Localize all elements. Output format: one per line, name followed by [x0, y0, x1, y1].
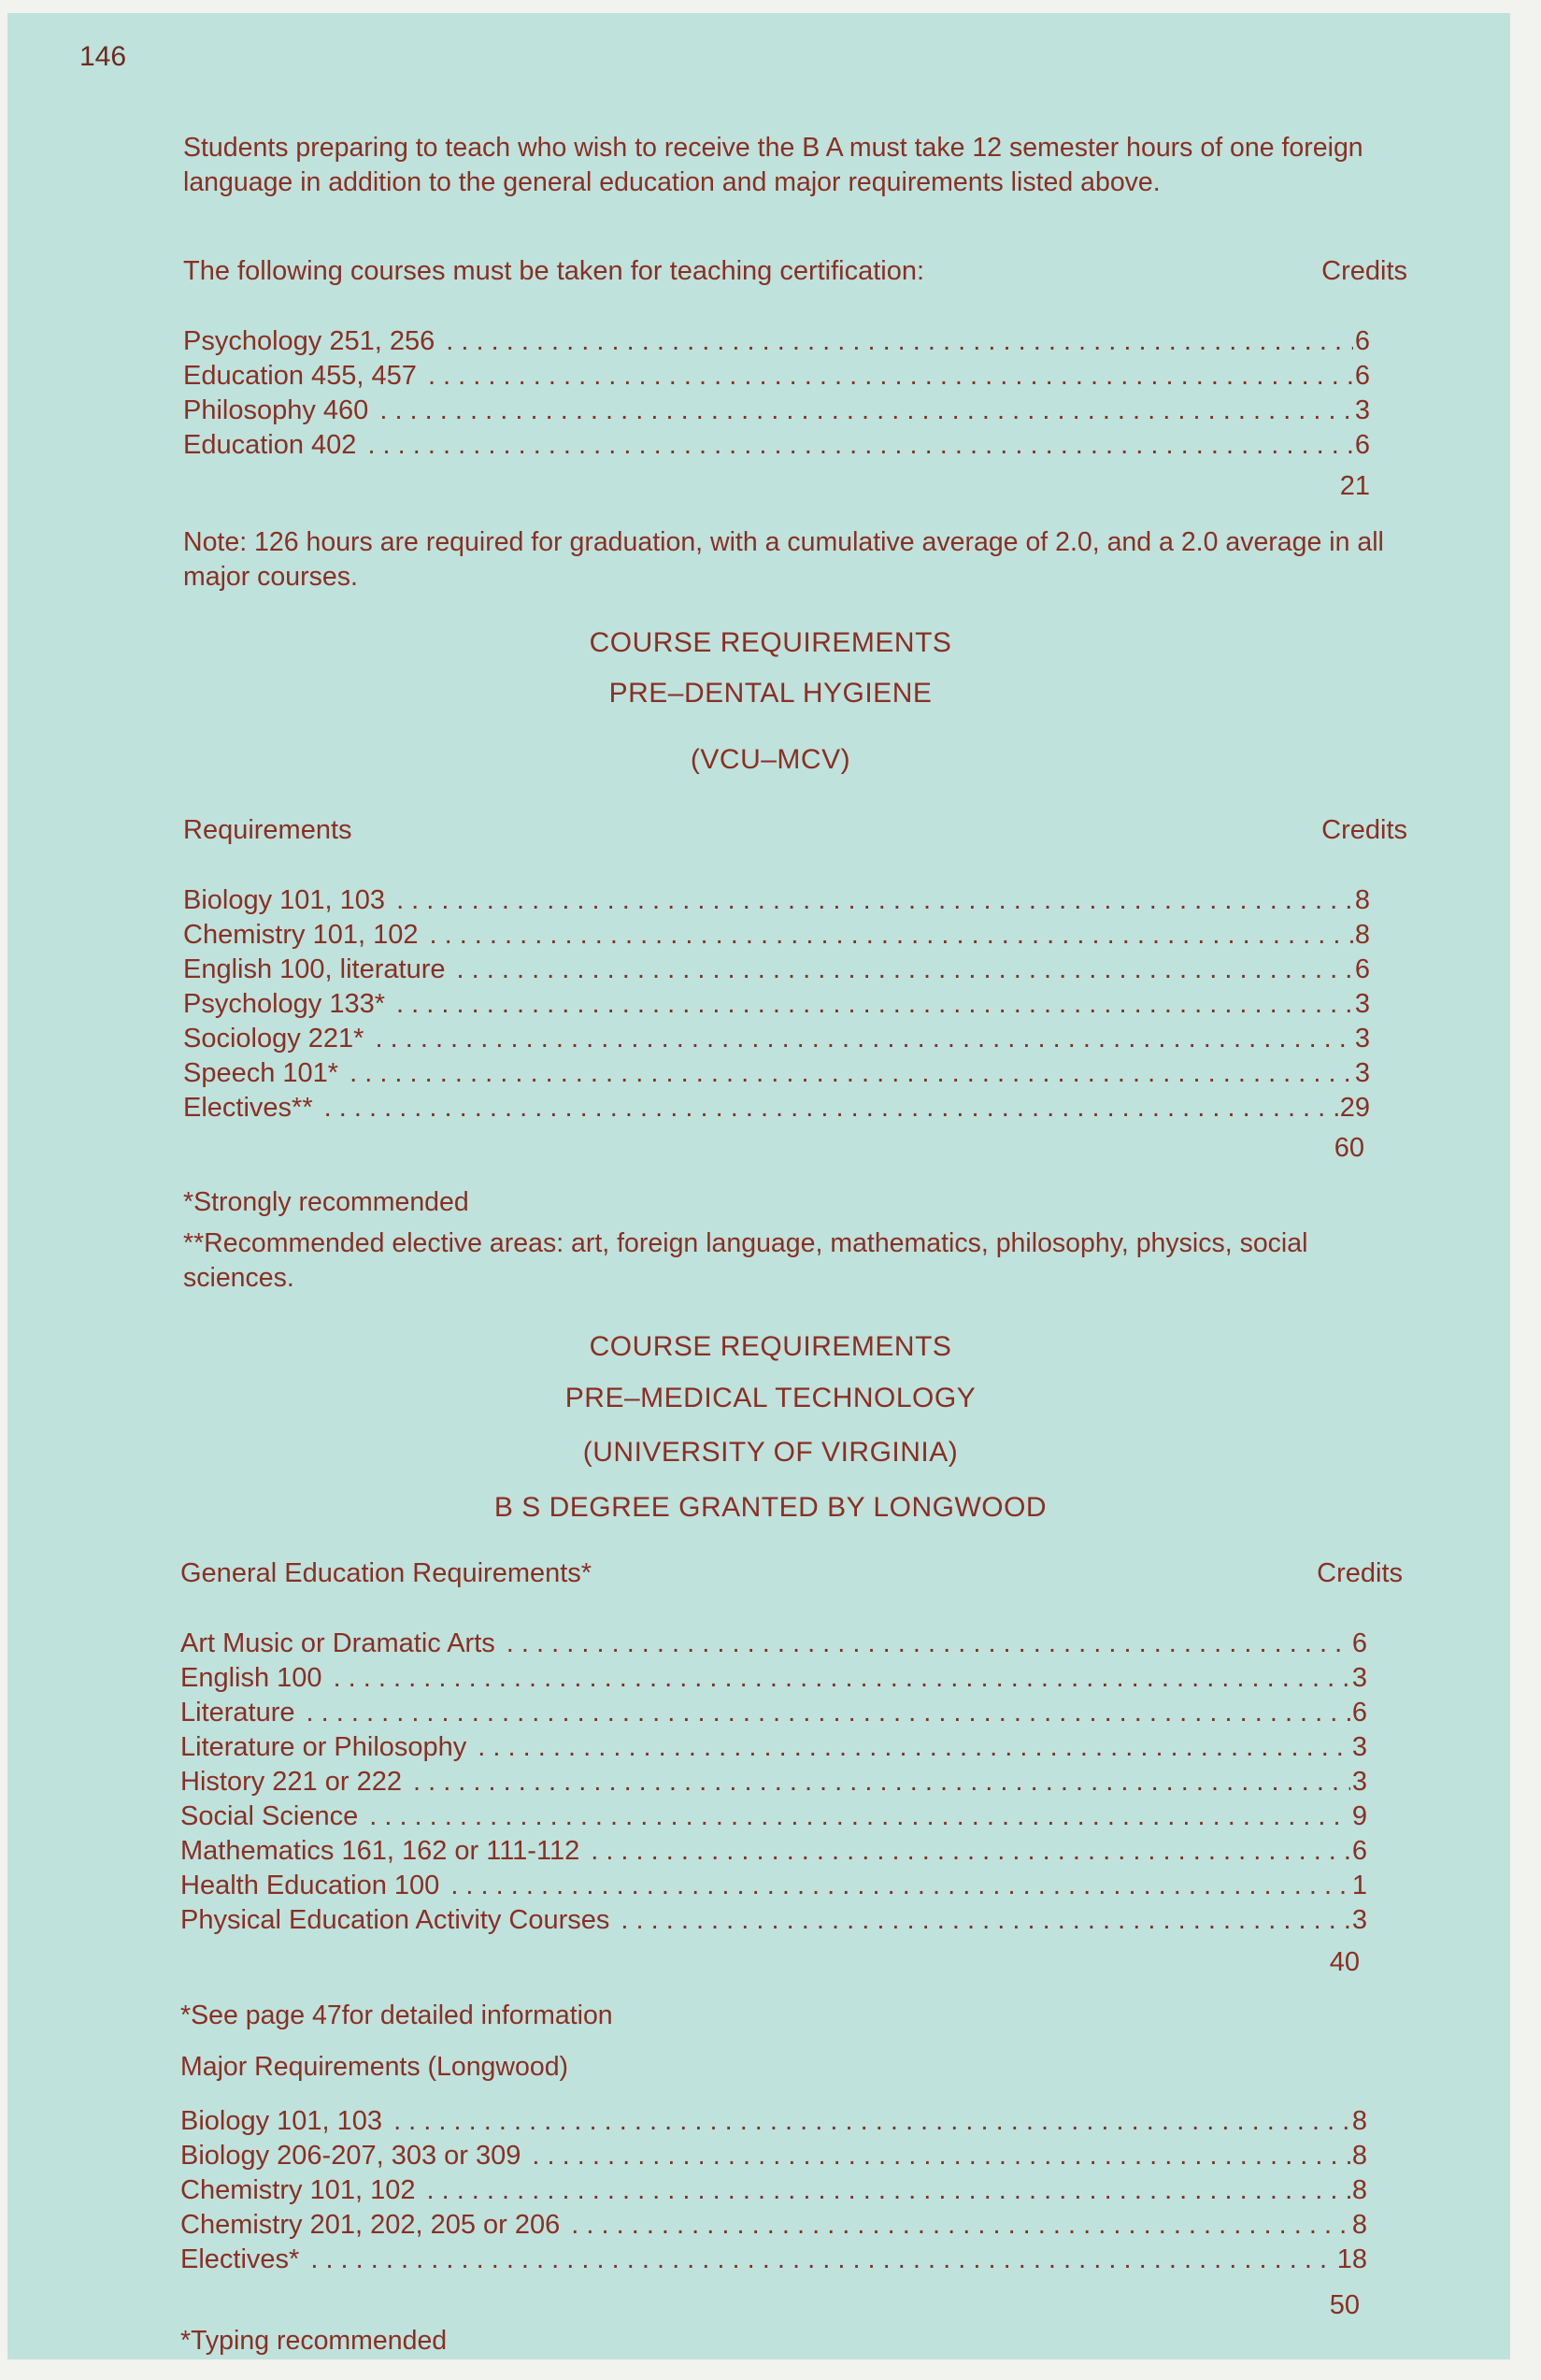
medtech-gen-footnote: *See page 47for detailed information [180, 2000, 613, 2030]
medtech-major-total: 50 [1329, 2290, 1360, 2320]
course-credits: 29 [1339, 1093, 1370, 1123]
course-row [183, 918, 1370, 953]
dot-leader [621, 1903, 1349, 1938]
dot-leader [334, 1661, 1350, 1696]
course-row [183, 1022, 1370, 1056]
dental-footnote-2: **Recommended elective areas: art, foreign language, mathematics, philosophy, physics, social sciences. [183, 1228, 1308, 1293]
course-name: Psychology 251, 256 [183, 326, 435, 356]
course-credits: 3 [1354, 1024, 1370, 1054]
course-row [180, 1903, 1367, 1938]
course-row [180, 2139, 1367, 2173]
course-name: Electives* [180, 2244, 300, 2274]
course-name: Social Science [180, 1801, 359, 1831]
dot-leader [571, 2208, 1350, 2243]
course-row [180, 1696, 1367, 1730]
course-name: Psychology 133* [183, 989, 386, 1019]
dental-title-2: PRE–DENTAL HYGIENE [608, 678, 933, 709]
course-name: Chemistry 101, 102 [180, 2175, 416, 2205]
course-credits: 6 [1354, 954, 1370, 984]
dental-header [183, 815, 1407, 853]
course-row [183, 1056, 1370, 1091]
dot-leader [307, 1696, 1350, 1730]
graduation-note: Note: 126 hours are required for graduation, with a cumulative average of 2.0, and a 2.0 average in all major courses. [183, 527, 1384, 592]
course-name: Sociology 221* [183, 1024, 364, 1054]
course-row [183, 359, 1370, 394]
course-credits: 8 [1351, 2106, 1367, 2136]
dot-leader [478, 1730, 1350, 1765]
course-credits: 6 [1354, 430, 1370, 460]
course-name: Education 455, 457 [183, 361, 417, 391]
dot-leader [393, 2104, 1350, 2139]
course-row [180, 1765, 1367, 1799]
dot-leader [426, 2173, 1349, 2208]
course-credits: 3 [1351, 1732, 1367, 1762]
course-row [183, 953, 1370, 987]
dot-leader [369, 1799, 1350, 1834]
dot-leader [591, 1834, 1350, 1869]
course-credits: 8 [1354, 885, 1370, 915]
dot-leader [532, 2139, 1349, 2173]
course-credits: 6 [1354, 361, 1370, 391]
course-row [180, 2243, 1367, 2277]
course-name: History 221 or 222 [180, 1767, 402, 1797]
course-name: Biology 101, 103 [183, 885, 386, 915]
course-credits: 3 [1351, 1905, 1367, 1935]
course-name: Speech 101* [183, 1058, 339, 1088]
dot-leader [446, 324, 1353, 359]
dot-leader [396, 883, 1353, 918]
course-credits: 3 [1354, 1058, 1370, 1088]
dot-leader [310, 2243, 1334, 2277]
intro-paragraph: Students preparing to teach who wish to receive the B A must take 12 semester hours of one foreign language in addition to the general education and major requirements listed above. [183, 133, 1363, 197]
dot-leader [457, 953, 1353, 987]
medtech-major-course-list [180, 2104, 1367, 2277]
course-name: Literature [180, 1698, 295, 1728]
dot-leader [413, 1765, 1350, 1799]
course-credits: 8 [1351, 2141, 1367, 2171]
course-name: English 100 [180, 1663, 322, 1693]
course-name: Electives** [183, 1093, 313, 1123]
course-credits: 1 [1351, 1871, 1367, 1900]
medtech-title-4: B S DEGREE GRANTED BY LONGWOOD [493, 1492, 1048, 1523]
course-row [183, 883, 1370, 918]
page-number: 146 [79, 41, 127, 72]
medtech-gen-course-list [180, 1627, 1367, 1938]
course-row [180, 2208, 1367, 2243]
teaching-total: 21 [1339, 471, 1370, 501]
course-credits: 3 [1354, 395, 1370, 425]
medtech-major-footnote: *Typing recommended [180, 2326, 448, 2356]
course-credits: 18 [1336, 2244, 1367, 2274]
medtech-gen-header [180, 1558, 1403, 1596]
teaching-heading: The following courses must be taken for teaching certification: [183, 256, 925, 286]
course-name: Chemistry 201, 202, 205 or 206 [180, 2210, 561, 2240]
course-name: Chemistry 101, 102 [183, 920, 419, 950]
course-credits: 6 [1351, 1628, 1367, 1658]
medtech-title-3: (UNIVERSITY OF VIRGINIA) [582, 1437, 959, 1468]
course-row [180, 1834, 1367, 1869]
course-credits: 8 [1354, 920, 1370, 950]
course-name: Health Education 100 [180, 1871, 440, 1900]
dental-credits-label: Credits [1321, 815, 1407, 845]
course-name: Philosophy 460 [183, 395, 369, 425]
teaching-course-list [183, 324, 1370, 463]
dot-leader [450, 1869, 1350, 1903]
dental-total: 60 [1334, 1133, 1364, 1163]
course-row [180, 2104, 1367, 2139]
dental-requirements-label: Requirements [183, 815, 352, 845]
medtech-gen-total: 40 [1329, 1947, 1360, 1977]
course-credits: 6 [1351, 1836, 1367, 1866]
course-row [180, 1869, 1367, 1903]
course-name: Physical Education Activity Courses [180, 1905, 610, 1935]
teaching-header [183, 256, 1407, 294]
course-row [183, 1091, 1370, 1125]
course-credits: 3 [1351, 1767, 1367, 1797]
course-row [183, 394, 1370, 428]
course-credits: 3 [1351, 1663, 1367, 1693]
course-name: Education 402 [183, 430, 357, 460]
course-row [183, 428, 1370, 463]
course-name: Art Music or Dramatic Arts [180, 1628, 495, 1658]
course-credits: 9 [1351, 1801, 1367, 1831]
dot-leader [375, 1022, 1352, 1056]
course-row [183, 987, 1370, 1022]
course-row [180, 1730, 1367, 1765]
course-name: Literature or Philosophy [180, 1732, 467, 1762]
dot-leader [379, 394, 1353, 428]
medtech-credits-label: Credits [1317, 1558, 1403, 1588]
dot-leader [428, 359, 1353, 394]
course-credits: 3 [1354, 989, 1370, 1019]
course-credits: 8 [1351, 2175, 1367, 2205]
course-row [183, 324, 1370, 359]
course-row [180, 1799, 1367, 1834]
medtech-major-label: Major Requirements (Longwood) [180, 2052, 569, 2082]
dot-leader [429, 918, 1352, 953]
dental-course-list [183, 883, 1370, 1125]
dot-leader [350, 1056, 1353, 1091]
dot-leader [324, 1091, 1338, 1125]
medtech-title-2: PRE–MEDICAL TECHNOLOGY [564, 1383, 977, 1413]
course-name: Biology 206-207, 303 or 309 [180, 2141, 521, 2171]
dot-leader [396, 987, 1353, 1022]
course-credits: 8 [1351, 2210, 1367, 2240]
dental-footnote-1: *Strongly recommended [183, 1187, 469, 1217]
course-row [180, 1627, 1367, 1661]
dental-title-1: COURSE REQUIREMENTS [589, 627, 952, 658]
course-row [180, 2173, 1367, 2208]
course-name: Biology 101, 103 [180, 2106, 383, 2136]
course-name: Mathematics 161, 162 or 111-112 [180, 1836, 580, 1866]
course-row [180, 1661, 1367, 1696]
dot-leader [507, 1627, 1350, 1661]
course-credits: 6 [1351, 1698, 1367, 1728]
dot-leader [367, 428, 1352, 463]
medtech-title-1: COURSE REQUIREMENTS [589, 1331, 952, 1362]
teaching-credits-label: Credits [1321, 256, 1407, 286]
course-credits: 6 [1354, 326, 1370, 356]
course-name: English 100, literature [183, 954, 446, 984]
dental-title-3: (VCU–MCV) [690, 744, 851, 775]
medtech-gen-label: General Education Requirements* [180, 1558, 592, 1588]
